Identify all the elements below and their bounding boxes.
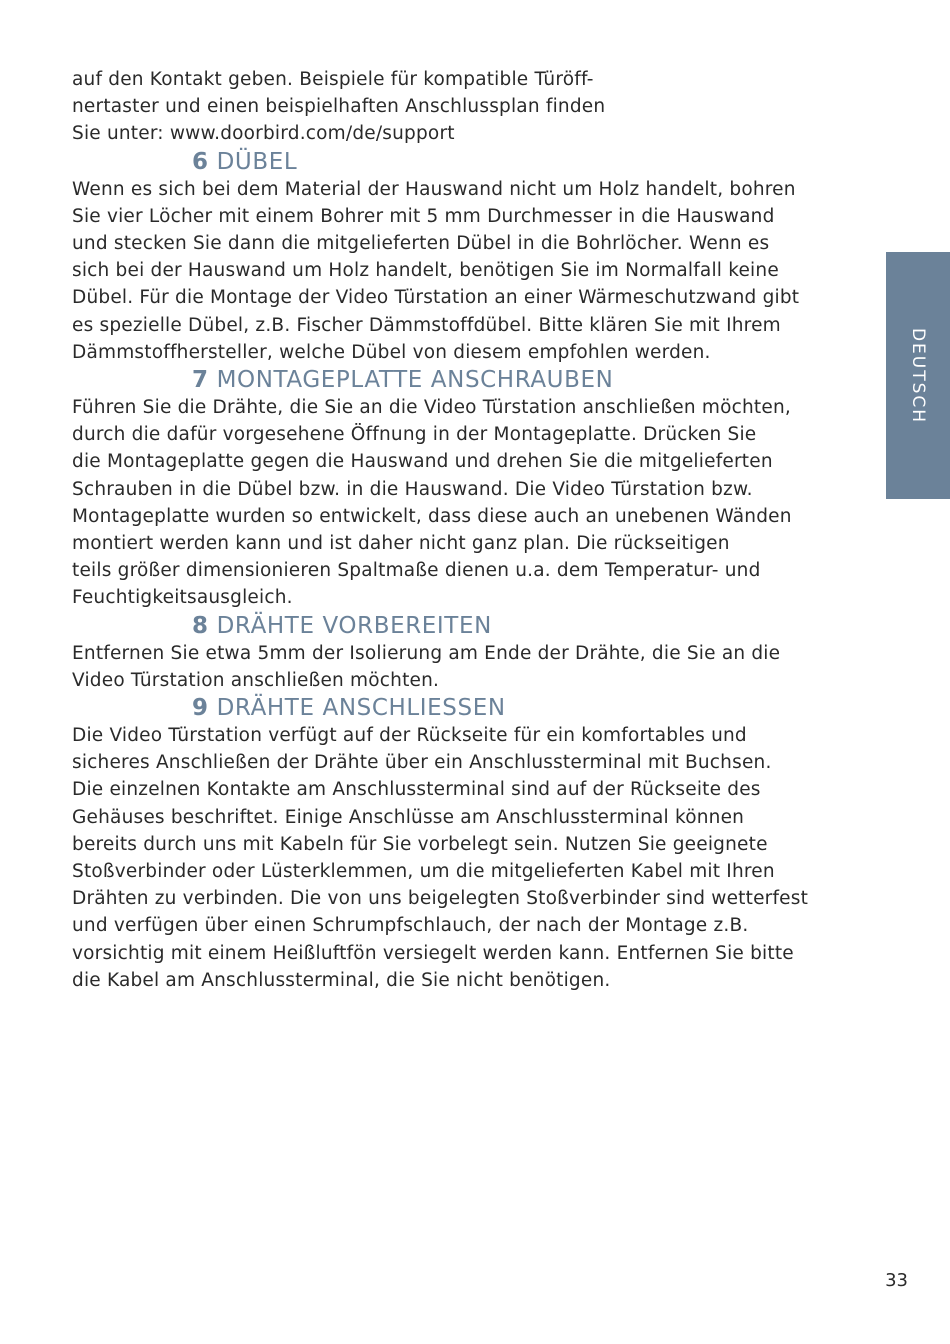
section-heading-8 xyxy=(72,612,882,640)
section-paragraph-9: Die Video Türstation verfügt auf der Rückseite für ein komfortables und sicheres Anschließen der Drähte über ein Anschlussterminal mit Buchsen. Die einzelnen Kontakte am Anschlussterminal sind auf der Rückseite des Gehäuses beschriftet. Einige Anschlüsse am Anschlussterminal können bereits durch uns mit Kabeln für Sie vorbelegt sein. Nutzen Sie geeignete Stoßverbinder oder Lüsterklemmen, um die mitgelieferten Kabel mit Ihren Drähten zu verbinden. Die von uns beigelegten Stoßverbinder sind wetterfest und verfügen über einen Schrumpfschlauch, der nach der Montage z.B. vorsichtig mit einem Heißluftfön versiegelt werden kann. Entfernen Sie bitte die Kabel am Anschlussterminal, die Sie nicht benötigen. xyxy=(72,725,809,991)
section-paragraph-7: Führen Sie die Drähte, die Sie an die Video Türstation anschließen möchten, durch die dafür vorgesehene Öffnung in der Montageplatte. Drücken Sie die Montageplatte gegen die Hauswand und drehen Sie die mitgelieferten Schrauben in die Dübel bzw. in die Hauswand. Die Video Türstation bzw. Montageplatte wurden so entwickelt, dass diese auch an unebenen Wänden montiert werden kann und ist daher nicht ganz plan. Die rückseitigen teils größer dimensionieren Spaltmaße dienen u.a. dem Temperatur- und Feuchtigkeitsausgleich. xyxy=(72,397,792,609)
section-title: DRÄHTE VORBEREITEN xyxy=(216,612,492,639)
section-paragraph-6: Wenn es sich bei dem Material der Hauswand nicht um Holz handelt, bohren Sie vier Löcher mit einem Bohrer mit 5 mm Durchmesser in die Hauswand und stecken Sie dann die mitgelieferten Dübel in die Bohrlöcher. Wenn es sich bei der Hauswand um Holz handelt, benötigen Sie im Normalfall keine Dübel. Für die Montage der Video Türstation an einer Wärmeschutzwand gibt es spezielle Dübel, z.B. Fischer Dämmstoffdübel. Bitte klären Sie mit Ihrem Dämmstoffhersteller, welche Dübel von diesem empfohlen werden. xyxy=(72,178,800,363)
section-paragraph-8: Entfernen Sie etwa 5mm der Isolierung am Ende der Drähte, die Sie an die Video Türstation anschließen möchten. xyxy=(72,642,781,691)
page-number: 33 xyxy=(885,1270,908,1291)
language-tab-label: DEUTSCH xyxy=(908,327,928,424)
section-number: 7 xyxy=(192,367,209,394)
section-title: MONTAGEPLATTE ANSCHRAUBEN xyxy=(216,367,614,394)
section-heading-6 xyxy=(72,148,882,176)
section-number: 9 xyxy=(192,695,209,722)
section-title: DÜBEL xyxy=(216,148,298,175)
section-number: 8 xyxy=(192,612,209,639)
section-number: 6 xyxy=(192,148,209,175)
section-heading-7 xyxy=(72,366,882,394)
section-title: DRÄHTE ANSCHLIESSEN xyxy=(216,695,506,722)
section-heading-9 xyxy=(72,694,882,722)
language-tab xyxy=(886,252,950,499)
intro-paragraph: auf den Kontakt geben. Beispiele für kompatible Türöff- nertaster und einen beispielhaften Anschlussplan finden Sie unter: www.doorbird.com/de/support xyxy=(72,69,606,145)
page-content xyxy=(72,66,882,994)
